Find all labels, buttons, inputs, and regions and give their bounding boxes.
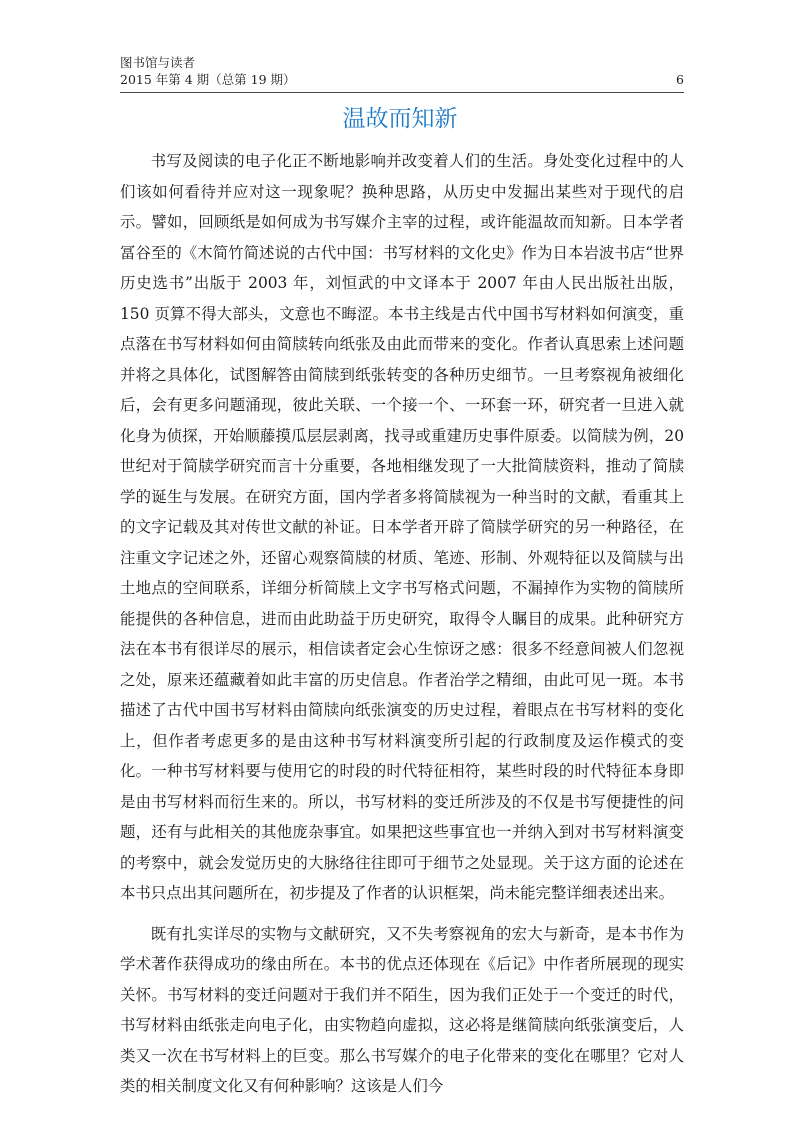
article-title: 温故而知新 xyxy=(342,106,458,132)
paragraph: 既有扎实详尽的实物与文献研究，又不失考察视角的宏大与新奇，是本书作为学术著作获得成功的缘由所在。本书的优点还体现在《后记》中作者所展现的现实关怀。书写材料的变迁问题对于我们并不陌生，因为我们正处于一个变迁的时代，书写材料由纸张走向电子化，由实物趋向虚拟，这必将是继简牍向纸张演变后，人类又一次在书写材料上的巨变。那么书写媒介的电子化带来的变化在哪里？它对人类的相关制度文化又有何种影响？这该是人们今 xyxy=(120,924,684,1095)
paragraph: 书写及阅读的电子化正不断地影响并改变着人们的生活。身处变化过程中的人们该如何看待并应对这一现象呢？换种思路，从历史中发掘出某些对于现代的启示。譬如，回顾纸是如何成为书写媒介主宰的过程，或许能温故而知新。日本学者冨谷至的《木简竹简述说的古代中国：书写材料的文化史》作为日本岩波书店“世界历史选书”出版于 2003 年，刘恒武的中文译本于 2007 年由人民出版社出版，150 页算不得大部头，文意也不晦涩。本书主线是古代中国书写材料如何演变，重点落在书写材料如何由简牍转向纸张及由此而带来的变化。作者认真思索上述问题并将之具体化，试图解答由简牍到纸张转变的各种历史细节。一旦考察视角被细化后，会有更多问题涌现，彼此关联、一个接一个、一环套一环，研究者一旦进入就化身为侦探，开始顺藤摸瓜层层剥离，找寻或重建历史事件原委。以简牍为例，20 世纪对于简牍学研究而言十分重要，各地相继发现了一大批简牍资料，推动了简牍学的诞生与发展。在研究方面，国内学者多将简牍视为一种当时的文献，看重其上的文字记载及其对传世文献的补证。日本学者开辟了简牍学研究的另一种路径，在注重文字记述之外，还留心观察简牍的材质、笔迹、形制、外观特征以及简牍与出土地点的空间联系，详细分析简牍上文字书写格式问题，不漏掉作为实物的简牍所能提供的各种信息，进而由此助益于历史研究，取得令人瞩目的成果。此种研究方法在本书有很详尽的展示，相信读者定会心生惊讶之感：很多不经意间被人们忽视之处，原来还蕴藏着如此丰富的历史信息。作者治学之精细，由此可见一斑。本书描述了古代中国书写材料由简牍向纸张演变的历史过程，着眼点在书写材料的变化上，但作者考虑更多的是由这种书写材料演变所引起的行政制度及运作模式的变化。一种书写材料要与使用它的时段的时代特征相符，某些时段的时代特征本身即是由书写材料而衍生来的。所以，书写材料的变迁所涉及的不仅是书写便捷性的问题，还有与此相关的其他庞杂事宜。如果把这些事宜也一并纳入到对书写材料演变的考察中，就会发觉历史的大脉络往往即可于细节之处显现。关于这方面的论述在本书只点出其问题所在，初步提及了作者的认识框架，尚未能完整详细表述出来。 xyxy=(120,152,684,902)
header-issue-row xyxy=(120,71,684,88)
issue-info: 2015 年第 4 期（总第 19 期） xyxy=(120,72,296,87)
page-number: 6 xyxy=(676,72,684,87)
running-header xyxy=(120,54,684,88)
article-body xyxy=(120,146,684,1102)
header-divider xyxy=(120,92,684,93)
journal-name: 图书馆与读者 xyxy=(120,55,196,70)
